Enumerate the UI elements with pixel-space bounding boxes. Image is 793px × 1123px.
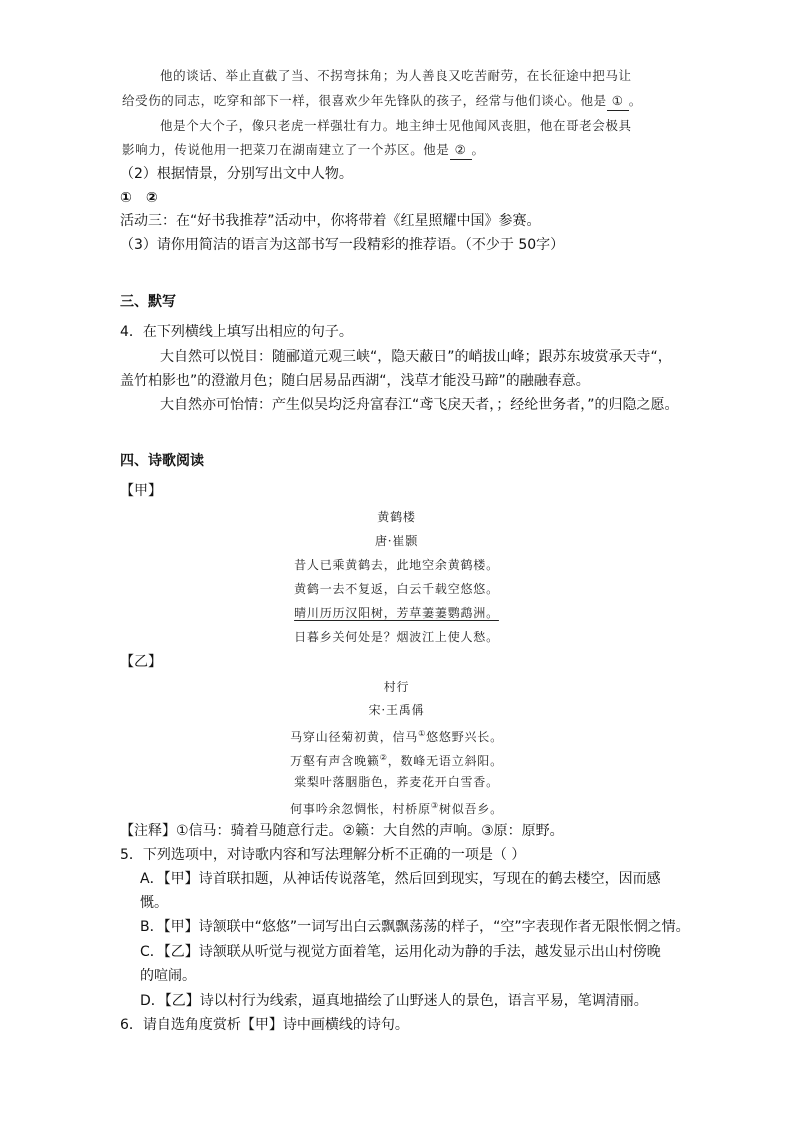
verse-text: ，数峰无语立斜阳。 [387,754,503,768]
poem-1-author: 唐·崔颢 [374,534,418,548]
section-heading-3: 三、默写 [120,294,176,310]
poem-2-line: 棠梨叶落胭脂色，荞麦花开白雪香。 [294,775,499,789]
poem-1-line-underlined [0,604,793,622]
dictation-line: 大自然可以悦目：随郦道元观三峡“，隐天蔽日”的峭拔山峰；跟苏东坡赏承天寺“， [160,349,672,365]
poem-label-jia: 【甲】 [120,483,162,499]
option-d[interactable]: D．【乙】诗以村行为线索，逼真地描绘了山野迷人的景色，语言平易，笔调清丽。 [140,993,648,1009]
question-5: 5．下列选项中，对诗歌内容和写法理解分析不正确的一项是（ ） [120,847,526,863]
answer-blank-2[interactable]: ② [450,141,472,160]
passage-text: 。 [628,93,642,108]
passage-text: 影响力，传说他用一把菜刀在湖南建立了一个苏区。他是 [122,142,450,157]
underlined-verse: 晴川历历汉阳树，芳草萋萋鹦鹉洲。 [294,606,499,620]
verse-text: 马穿山径菊初黄，信马 [290,730,419,744]
option-a[interactable]: A．【甲】诗首联扣题，从神话传说落笔，然后回到现实，写现在的鹤去楼空，因而感 [140,871,661,887]
note-marker: ③ [430,801,439,810]
passage-text: 给受伤的同志，吃穿和部下一样，很喜欢少年先锋队的孩子，经常与他们谈心。他是 [122,93,607,108]
note-marker: ① [418,729,427,738]
poem-2-line [0,797,793,818]
section-heading-4: 四、诗歌阅读 [120,453,204,469]
activity-3-title: 活动三：在“好书我推荐”活动中，你将带着《红星照耀中国》参赛。 [120,213,541,229]
question-2: （2）根据情景，分别写出文中人物。 [120,166,353,182]
passage-line: 他的谈话、举止直截了当、不拐弯抹角；为人善良又吃苦耐劳，在长征途中把马让 [160,68,632,83]
poem-2-title: 村行 [383,680,410,694]
poem-1-line: 昔人已乘黄鹤去，此地空余黄鹤楼。 [294,558,499,572]
poem-label-yi: 【乙】 [120,654,162,670]
option-b[interactable]: B．【甲】诗颔联中“悠悠”一词写出白云飘飘荡荡的样子，“空”字表现作者无限怅惘之情。 [140,919,690,935]
passage-line: 他是个大个子，像只老虎一样强壮有力。地主绅士见他闻风丧胆，他在哥老会极具 [160,118,632,133]
passage-text: 。 [471,142,485,157]
verse-text: 何事吟余忽惆怅，村桥原 [290,802,431,816]
poem-2-author: 宋·王禹偁 [368,703,425,717]
verse-text: 万壑有声含晚籁 [290,754,380,768]
question-6: 6．请自选角度赏析【甲】诗中画横线的诗句。 [120,1017,409,1033]
passage-line [122,92,642,111]
poem-2-line [0,725,793,746]
poem-notes: 【注释】①信马：骑着马随意行走。②籁：大自然的声响。③原：原野。 [120,823,564,839]
question-2-answers: ① ② [120,190,158,206]
option-c-continued: 的喧闹。 [140,968,196,984]
dictation-line: 大自然亦可怡情：产生似吴均泛舟富春江“鸢飞戾天者，；经纶世务者，”的归隐之愿。 [160,397,679,413]
poem-1-line: 日暮乡关何处是？烟波江上使人愁。 [294,630,499,644]
poem-1-title: 黄鹤楼 [377,510,416,524]
poem-2-line [0,749,793,770]
verse-text: 悠悠野兴长。 [426,730,503,744]
note-marker: ② [379,753,388,762]
option-a-continued: 慨。 [140,895,168,911]
question-4: 4．在下列横线上填写出相应的句子。 [120,324,353,340]
verse-text: 树似吾乡。 [438,802,503,816]
answer-blank-1[interactable]: ① [607,92,629,111]
poem-1-line: 黄鹤一去不复返，白云千载空悠悠。 [294,582,499,596]
question-3: （3）请你用简洁的语言为这部书写一段精彩的推荐语。（不少于 50字） [120,237,565,253]
option-c[interactable]: C．【乙】诗颔联从听觉与视觉方面着笔，运用化动为静的手法，越发显示出山村傍晚 [140,944,661,960]
dictation-line: 盖竹柏影也”的澄澈月色；随白居易品西湖“，浅草才能没马蹄”的融融春意。 [120,373,590,389]
passage-line [122,141,485,160]
